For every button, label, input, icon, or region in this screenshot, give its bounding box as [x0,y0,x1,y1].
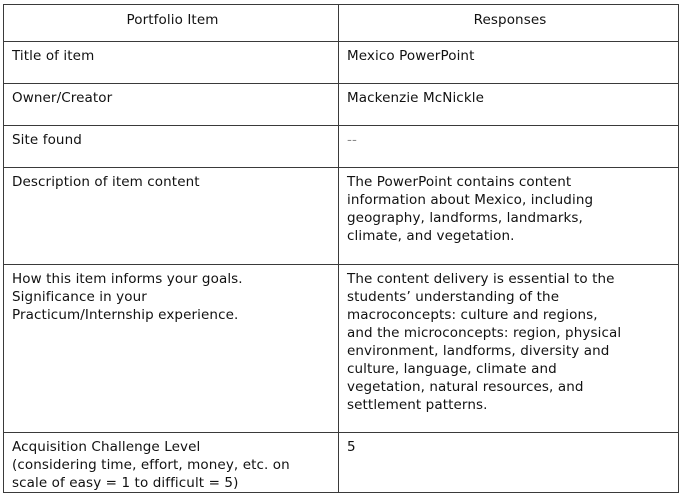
header-portfolio-item: Portfolio Item [4,5,339,42]
row-response-challenge-level: 5 [339,433,679,493]
row-response-owner: Mackenzie McNickle [339,84,679,126]
row-response-site: -- [339,126,679,168]
table-row [4,42,679,84]
table-row [4,433,679,493]
table-row [4,168,679,265]
table-row [4,265,679,433]
portfolio-table [3,4,679,493]
row-item-goals-significance: How this item informs your goals. Significance in your Practicum/Internship experience. [4,265,339,433]
table-row [4,126,679,168]
row-item-description: Description of item content [4,168,339,265]
row-response-title: Mexico PowerPoint [339,42,679,84]
row-item-owner-creator: Owner/Creator [4,84,339,126]
row-item-site-found: Site found [4,126,339,168]
table-row [4,84,679,126]
header-responses: Responses [339,5,679,42]
row-item-acquisition-challenge: Acquisition Challenge Level (considering time, effort, money, etc. on scale of easy = 1 to difficult = 5) [4,433,339,493]
row-response-description: The PowerPoint contains content information about Mexico, including geography, landforms, landmarks, climate, and vegetation. [339,168,679,265]
table-header-row [4,5,679,42]
row-item-title-of-item: Title of item [4,42,339,84]
row-response-goals: The content delivery is essential to the students’ understanding of the macroconcepts: culture and regions, and the microconcepts: region, physical environment, landforms, diversity and culture, language, climate and vegetation, natural resources, and settlement patterns. [339,265,679,433]
